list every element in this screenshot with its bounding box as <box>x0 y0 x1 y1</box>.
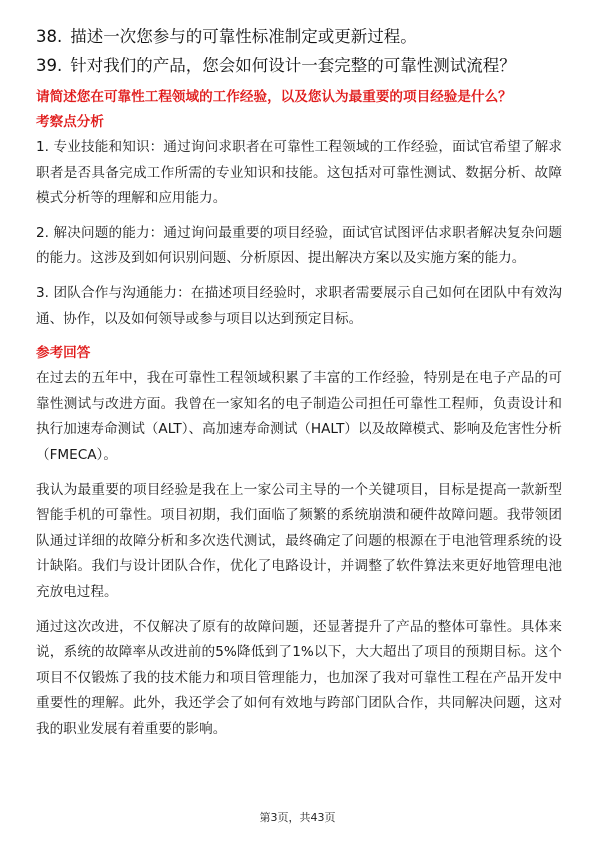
reference-paragraph-3: 通过这次改进，不仅解决了原有的故障问题，还显著提升了产品的整体可靠性。具体来说，系统的故障率从改进前的5%降低到了1%以下，大大超出了项目的预期目标。这个项目不仅锻炼了我的技术能力和项目管理能力，也加深了我对可靠性工程在产品开发中重要性的理解。此外，我还学会了如何有效地与跨部门团队合作，共同解决问题，这对我的职业发展有着重要的影响。 <box>36 618 562 737</box>
reference-heading: 参考回答 <box>36 345 91 362</box>
question-38 <box>36 22 562 51</box>
question-text: 描述一次您参与的可靠性标准制定或更新过程。 <box>70 27 417 46</box>
analysis-point-3: 3. 团队合作与沟通能力：在描述项目经验时，求职者需要展示自己如何在团队中有效沟通、协作，以及如何领导或参与项目以达到预定目标。 <box>36 284 562 327</box>
question-number: 38. <box>36 27 63 46</box>
reference-paragraph-2: 我认为最重要的项目经验是我在上一家公司主导的一个关键项目，目标是提高一款新型智能手机的可靠性。项目初期，我们面临了频繁的系统崩溃和硬件故障问题。我带领团队通过详细的故障分析和多次迭代测试，最终确定了问题的根源在于电池管理系统的设计缺陷。我们与设计团队合作，优化了电路设计，并调整了软件算法来更好地管理电池充放电过程。 <box>36 481 562 600</box>
reference-paragraph-1: 在过去的五年中，我在可靠性工程领域积累了丰富的工作经验，特别是在电子产品的可靠性测试与改进方面。我曾在一家知名的电子制造公司担任可靠性工程师，负责设计和执行加速寿命测试（ALT）、高加速寿命测试（HALT）以及故障模式、影响及危害性分析（FMECA）。 <box>36 370 562 463</box>
main-question: 请简述您在可靠性工程领域的工作经验，以及您认为最重要的项目经验是什么？ <box>36 89 512 105</box>
analysis-heading: 考察点分析 <box>36 114 104 130</box>
question-text: 针对我们的产品，您会如何设计一套完整的可靠性测试流程？ <box>70 56 516 75</box>
document-body <box>36 22 562 742</box>
analysis-point-2: 2. 解决问题的能力：通过询问最重要的项目经验，面试官试图评估求职者解决复杂问题的能力。这涉及到如何识别问题、分析原因、提出解决方案以及实施方案的能力。 <box>36 224 562 267</box>
page-footer: 第3页，共43页 <box>259 811 336 824</box>
question-39 <box>36 51 562 80</box>
analysis-point-1: 1. 专业技能和知识：通过询问求职者在可靠性工程领域的工作经验，面试官希望了解求职者是否具备完成工作所需的专业知识和技能。这包括对可靠性测试、数据分析、故障模式分析等的理解和应用能力。 <box>36 139 562 207</box>
question-number: 39. <box>36 56 63 75</box>
